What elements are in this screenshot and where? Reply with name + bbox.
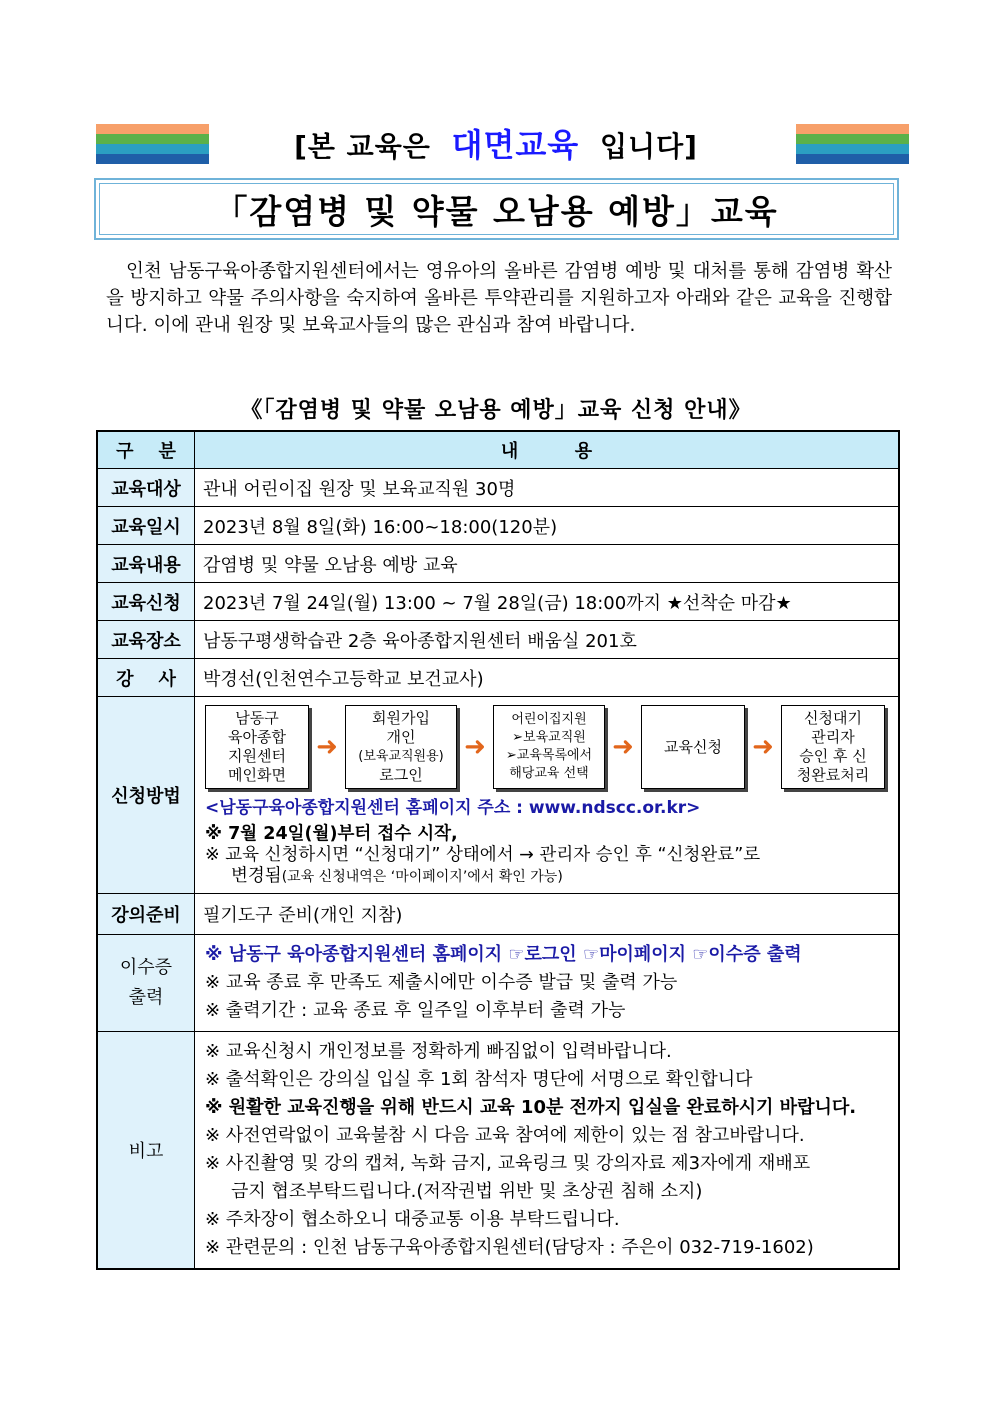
content-label: 교육내용	[97, 545, 195, 583]
apply-label: 교육신청	[97, 583, 195, 621]
table-header-row	[97, 431, 899, 469]
remark-item: ※ 관련문의 : 인천 남동구육아종합지원센터(담당자 : 주은이 032-719-1602)	[205, 1237, 814, 1258]
arrow-right-icon: ➜	[464, 732, 486, 762]
prep-value: 필기도구 준비(개인 지참)	[195, 894, 900, 935]
flow-step-approval: 신청대기 관리자 승인 후 신 청완료처리	[781, 705, 885, 789]
place-value: 남동구평생학습관 2층 육아종합지원센터 배움실 201호	[195, 621, 900, 659]
notice-suffix: 입니다]	[599, 130, 698, 163]
cert-cell	[195, 935, 900, 1032]
notice-highlight: 대면교육	[451, 126, 580, 164]
table-row	[97, 1032, 899, 1270]
arrow-right-icon: ➜	[612, 732, 634, 762]
page-title: 「감염병 및 약물 오남용 예방」교육	[214, 191, 779, 231]
remark-item: 금지 협조부탁드립니다.(저작권법 위반 및 초상권 침해 소지)	[231, 1181, 703, 1202]
flow-step-main: 남동구 육아종합 지원센터 메인화면	[205, 705, 309, 789]
method-label: 신청방법	[97, 697, 195, 894]
remark-item: ※ 출석확인은 강의실 입실 후 1회 참석자 명단에 서명으로 확인합니다	[205, 1069, 753, 1090]
cert-label: 이수증 출력	[97, 935, 195, 1032]
remark-item: ※ 원활한 교육진행을 위해 반드시 교육 10분 전까지 입실을 완료하시기 바랍니다.	[205, 1097, 857, 1118]
intro-paragraph: 인천 남동구육아종합지원센터에서는 영유아의 올바른 감염병 예방 및 대처를 통해 감염병 확산을 방지하고 약물 주의사항을 숙지하여 올바른 투약관리를 지원하고자 아래와 같은 교육을 진행합니다. 이에 관내 원장 및 보육교사들의 많은 관심과 참여 바랍니다.	[106, 261, 892, 336]
arrow-right-icon: ➜	[316, 732, 338, 762]
method-note-status: ※ 교육 신청하시면 “신청대기” 상태에서 → 관리자 승인 후 “신청완료”로	[205, 845, 761, 865]
table-row	[97, 545, 899, 583]
cert-note-path: ※ 남동구 육아종합지원센터 홈페이지 ☞로그인 ☞마이페이지 ☞이수증 출력	[205, 944, 802, 965]
method-note-start: ※ 7월 24일(월)부터 접수 시작,	[205, 824, 458, 844]
table-row	[97, 935, 899, 1032]
cert-note-period: ※ 출력기간 : 교육 종료 후 일주일 이후부터 출력 가능	[205, 1000, 626, 1021]
arrow-right-icon: ➜	[752, 732, 774, 762]
target-value: 관내 어린이집 원장 및 보육교직원 30명	[195, 469, 900, 507]
method-note-changed: 변경됨(교육 신청내역은 ‘마이페이지’에서 확인 가능)	[231, 866, 563, 886]
remark-item: ※ 교육신청시 개인정보를 정확하게 빠짐없이 입력바랍니다.	[205, 1041, 672, 1062]
homepage-link[interactable]: <남동구육아종합지원센터 홈페이지 주소 : www.ndscc.or.kr>	[205, 798, 701, 818]
table-row	[97, 697, 899, 894]
flow-step-apply: 교육신청	[641, 705, 745, 789]
prep-label: 강의준비	[97, 894, 195, 935]
remarks-cell	[195, 1032, 900, 1270]
remark-item: ※ 사전연락없이 교육불참 시 다음 교육 참여에 제한이 있는 점 참고바랍니다.	[205, 1125, 805, 1146]
lecturer-label: 강 사	[97, 659, 195, 697]
datetime-label: 교육일시	[97, 507, 195, 545]
notice-prefix: [본 교육은	[294, 130, 431, 163]
header-category: 구 분	[97, 431, 195, 469]
content-value: 감염병 및 약물 오남용 예방 교육	[195, 545, 900, 583]
application-flow	[205, 705, 890, 789]
table-row	[97, 583, 899, 621]
remarks-label: 비고	[97, 1032, 195, 1270]
cert-note-condition: ※ 교육 종료 후 만족도 제출시에만 이수증 발급 및 출력 가능	[205, 972, 678, 993]
remark-item: ※ 사진촬영 및 강의 캡쳐, 녹화 금지, 교육링크 및 강의자료 제3자에게 재배포	[205, 1153, 811, 1174]
face-to-face-notice	[0, 120, 992, 166]
apply-value: 2023년 7월 24일(월) 13:00 ~ 7월 28일(금) 18:00까지 ★선착순 마감★	[195, 583, 900, 621]
lecturer-value: 박경선(인천연수고등학교 보건교사)	[195, 659, 900, 697]
table-row	[97, 659, 899, 697]
info-table	[96, 430, 900, 1270]
method-cell	[195, 697, 900, 894]
guide-title: 《「감염병 및 약물 오남용 예방」교육 신청 안내》	[240, 398, 752, 423]
table-row	[97, 507, 899, 545]
flow-step-select: 어린이집지원 ➢보육교직원 ➢교육목록에서 해당교육 선택	[493, 705, 605, 789]
table-row	[97, 469, 899, 507]
datetime-value: 2023년 8월 8일(화) 16:00~18:00(120분)	[195, 507, 900, 545]
title-box	[94, 178, 899, 240]
flow-step-login: 회원가입 개인 (보육교직원용) 로그인	[345, 705, 457, 789]
place-label: 교육장소	[97, 621, 195, 659]
header-content: 내 용	[195, 431, 900, 469]
table-row	[97, 621, 899, 659]
table-row	[97, 894, 899, 935]
target-label: 교육대상	[97, 469, 195, 507]
remark-item: ※ 주차장이 협소하오니 대중교통 이용 부탁드립니다.	[205, 1209, 620, 1230]
